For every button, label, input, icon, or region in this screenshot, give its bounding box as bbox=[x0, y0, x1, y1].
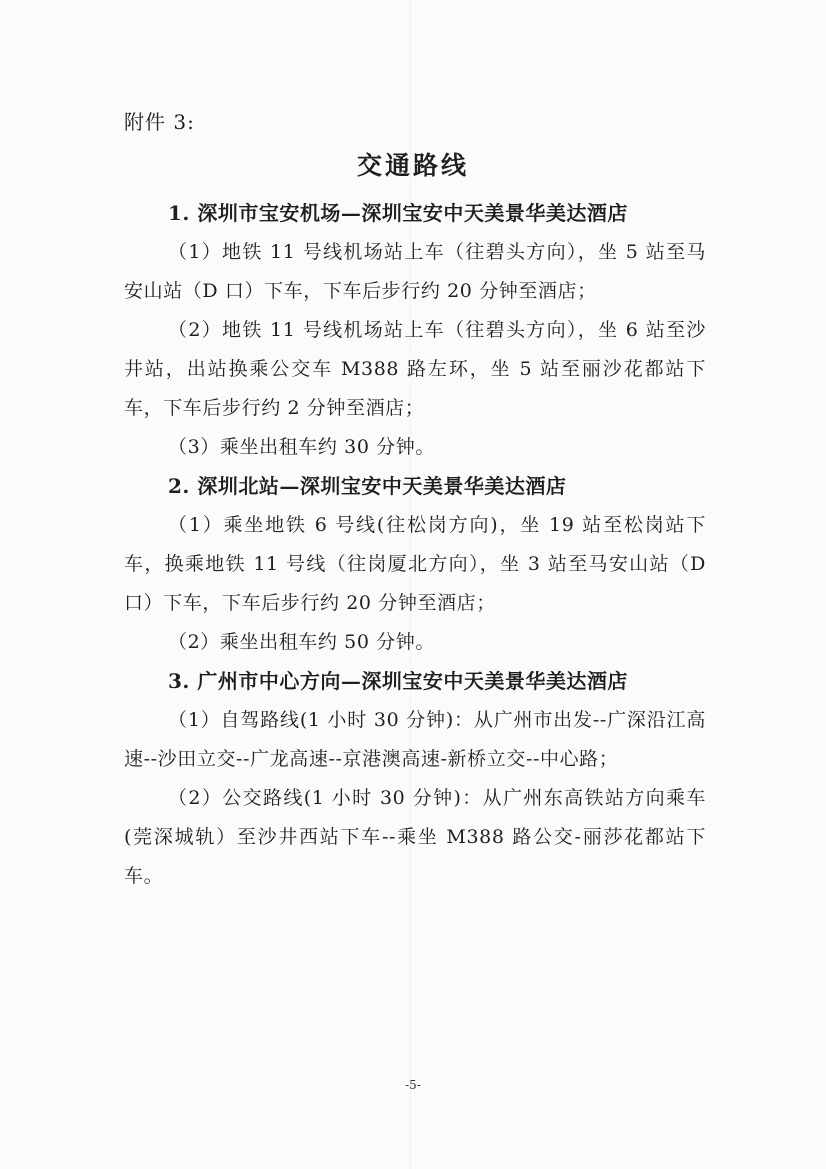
route-item-3-1: （1）自驾路线(1 小时 30 分钟)：从广州市出发--广深沿江高速--沙田立交--广龙高速--京港澳高速-新桥立交--中心路； bbox=[124, 709, 706, 770]
route-item-3-2: （2）公交路线(1 小时 30 分钟)：从广州东高铁站方向乘车(莞深城轨）至沙井西站下车--乘坐 M388 路公交-丽莎花都站下车。 bbox=[124, 787, 706, 887]
route-item-1-1: （1）地铁 11 号线机场站上车（往碧头方向），坐 5 站至马安山站（D 口）下车，下车后步行约 20 分钟至酒店； bbox=[124, 241, 706, 302]
page-number: -5- bbox=[405, 1078, 421, 1092]
page-title: 交通路线 bbox=[356, 151, 469, 180]
section-heading-1: 1. 深圳市宝安机场—深圳宝安中天美景华美达酒店 bbox=[168, 201, 628, 225]
route-item-1-2: （2）地铁 11 号线机场站上车（往碧头方向），坐 6 站至沙井站，出站换乘公交车 M388 路左环，坐 5 站至丽沙花都站下车，下车后步行约 2 分钟至酒店； bbox=[124, 319, 706, 419]
section-heading-2: 2. 深圳北站—深圳宝安中天美景华美达酒店 bbox=[168, 474, 567, 498]
route-item-2-2: （2）乘坐出租车约 50 分钟。 bbox=[168, 631, 435, 653]
document-body bbox=[124, 194, 706, 896]
attachment-label: 附件 3: bbox=[124, 110, 195, 134]
section-heading-3: 3. 广州市中心方向—深圳宝安中天美景华美达酒店 bbox=[168, 669, 628, 693]
route-item-1-3: （3）乘坐出租车约 30 分钟。 bbox=[168, 436, 435, 458]
route-item-2-1: （1）乘坐地铁 6 号线(往松岗方向)，坐 19 站至松岗站下车，换乘地铁 11 号线（往岗厦北方向），坐 3 站至马安山站（D 口）下车，下车后步行约 20 分钟至酒店； bbox=[124, 514, 706, 614]
